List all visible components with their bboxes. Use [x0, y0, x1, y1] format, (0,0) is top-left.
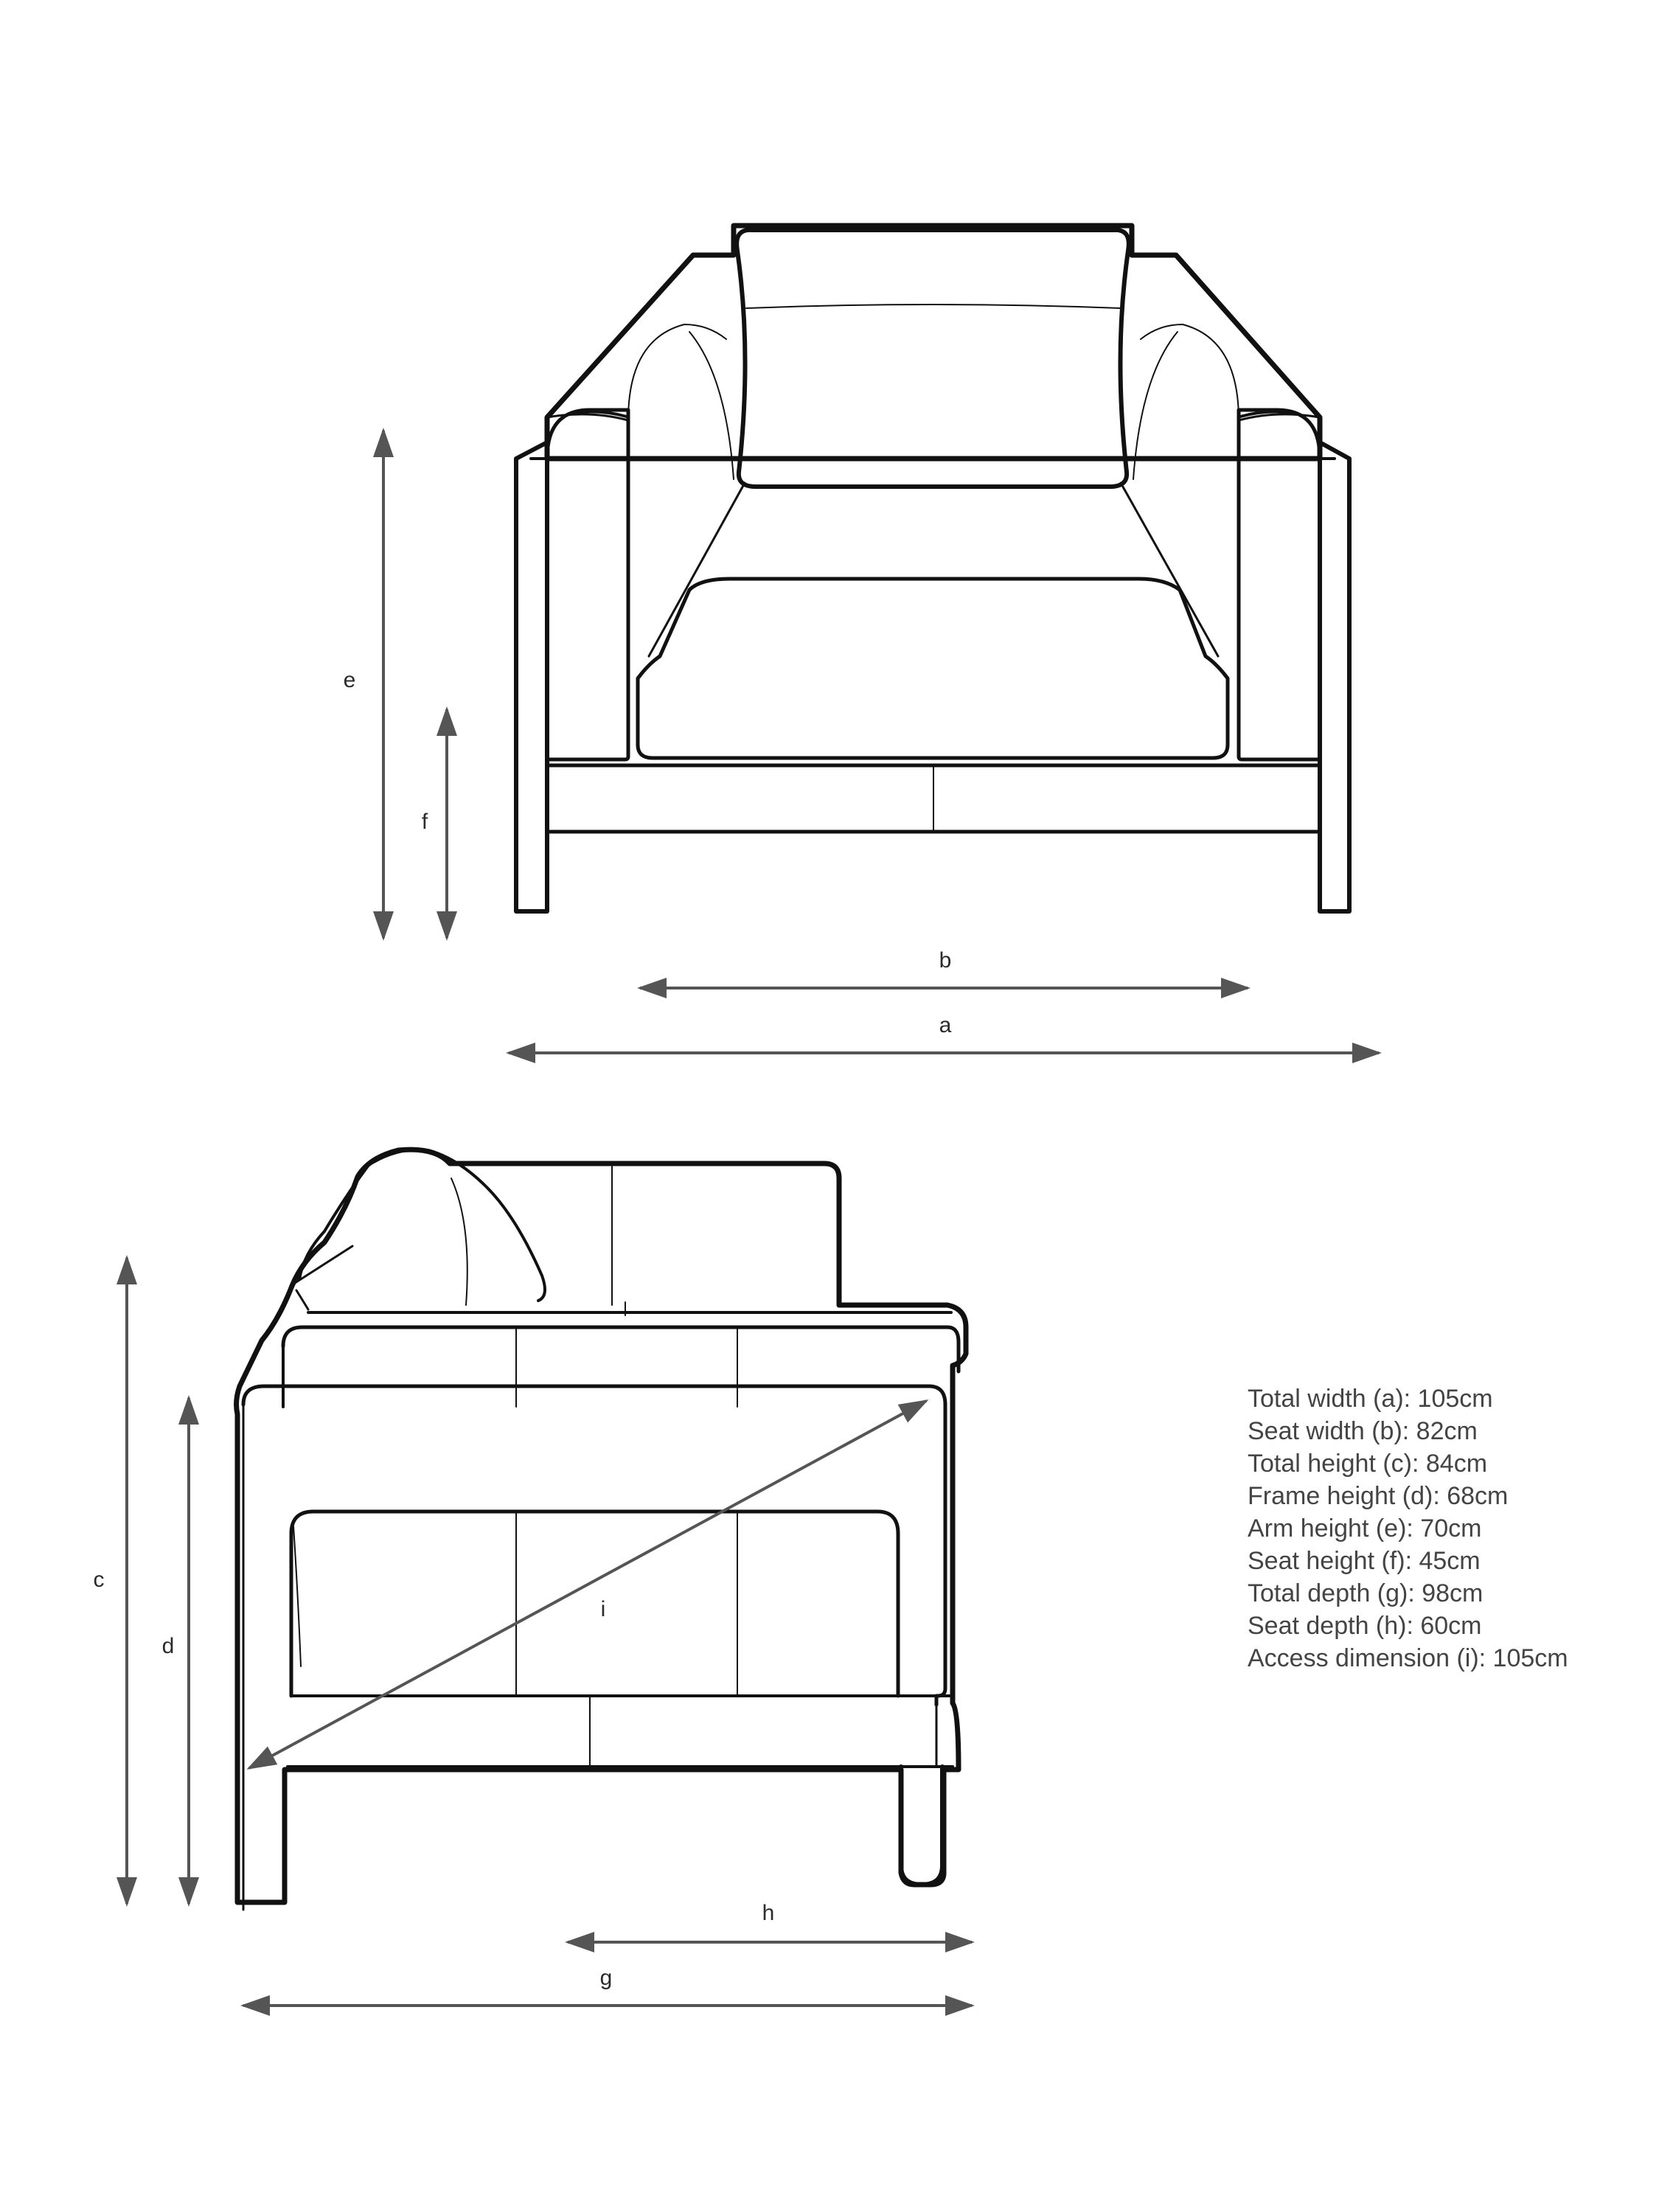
front-dimension-letters [344, 668, 952, 1037]
side-view-drawing [237, 1150, 966, 1910]
legend-total-depth: Total depth (g): 98cm [1248, 1579, 1484, 1607]
dim-letter-e: e [343, 668, 356, 692]
dim-letter-d: d [161, 1634, 175, 1658]
front-view-drawing [516, 226, 1349, 911]
dim-letter-b: b [939, 948, 952, 973]
legend-seat-width: Seat width (b): 82cm [1248, 1417, 1478, 1445]
legend-total-width: Total width (a): 105cm [1248, 1385, 1493, 1413]
legend-access-dimension: Access dimension (i): 105cm [1248, 1644, 1568, 1672]
dim-letter-i: i [600, 1597, 606, 1621]
legend-frame-height: Frame height (d): 68cm [1248, 1482, 1509, 1510]
side-dimension-letters [94, 1568, 775, 1990]
dim-line-i [249, 1401, 926, 1768]
dimensions-legend [1248, 1382, 1631, 1674]
side-dimension-lines [127, 1258, 972, 2006]
dim-letter-f: f [421, 810, 428, 834]
legend-arm-height: Arm height (e): 70cm [1248, 1514, 1482, 1543]
legend-total-height: Total height (c): 84cm [1248, 1450, 1488, 1478]
legend-seat-depth: Seat depth (h): 60cm [1248, 1612, 1482, 1640]
legend-seat-height: Seat height (f): 45cm [1248, 1547, 1481, 1575]
dim-letter-c: c [93, 1568, 105, 1592]
dim-letter-g: g [599, 1966, 613, 1990]
dim-letter-a: a [939, 1013, 952, 1037]
dim-letter-h: h [762, 1901, 775, 1925]
